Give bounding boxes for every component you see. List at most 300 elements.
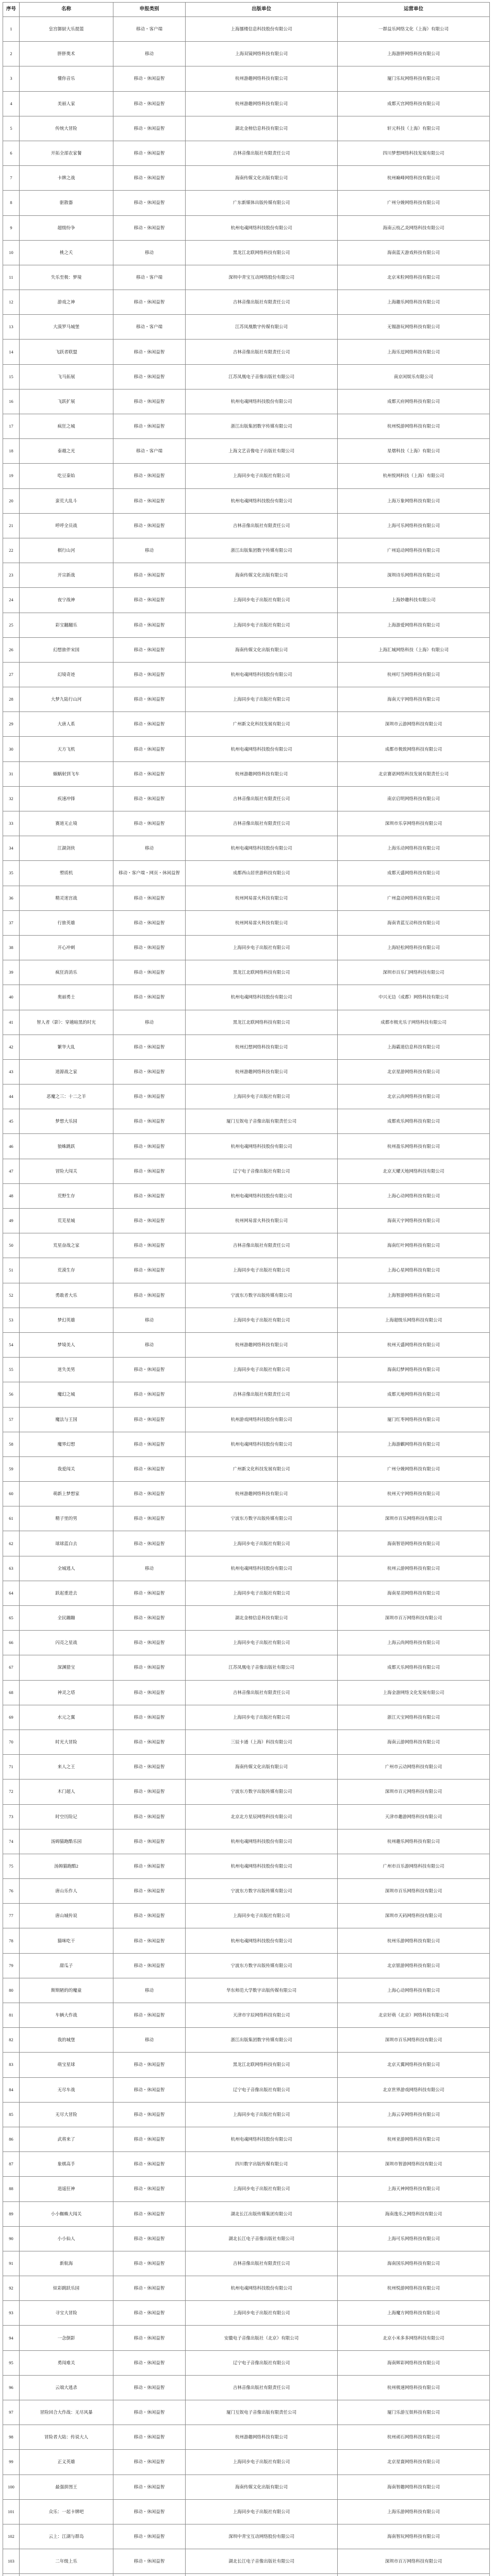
game-name: 木门超人 <box>20 1780 113 1804</box>
declaration-category: 移动・休闲益智 <box>113 513 186 538</box>
declaration-category: 移动・休闲益智 <box>113 1134 186 1159</box>
table-row <box>3 2226 490 2251</box>
publisher: 杭州幻想网络科技有限公司 <box>186 1035 338 1059</box>
table-row <box>3 811 490 836</box>
publisher: 上海同步电子出版社有限公司 <box>186 2301 338 2326</box>
publisher: 杭州游趣网络科技有限公司 <box>186 2425 338 2450</box>
game-name: 梦境美人 <box>20 1332 113 1357</box>
row-index: 79 <box>3 1953 20 1978</box>
declaration-category: 移动・休闲益智 <box>113 1209 186 1233</box>
game-name: 迷失美男 <box>20 1358 113 1382</box>
row-index: 36 <box>3 886 20 910</box>
operator <box>338 2574 490 2576</box>
operator: 南京闲娱乐有限公司 <box>338 364 490 389</box>
row-index: 29 <box>3 712 20 737</box>
game-name: 小小仙人 <box>20 2226 113 2251</box>
table-row <box>3 2425 490 2450</box>
operator: 深圳市百万网络科技有限公司 <box>338 1606 490 1631</box>
operator: 深圳市百乐网络科技有限公司 <box>338 1506 490 1531</box>
game-name: 闪亮之星战 <box>20 1631 113 1655</box>
operator: 上海金游网络文化发展有限公司 <box>338 1680 490 1705</box>
publisher: 上海同步电子出版社有限公司 <box>186 1084 338 1109</box>
row-index: 26 <box>3 637 20 662</box>
declaration-category: 移动・休闲益智 <box>113 2201 186 2226</box>
table-row <box>3 1780 490 1804</box>
game-name: 唐山城传说 <box>20 1904 113 1928</box>
operator: 上海云尚网络科技有限公司 <box>338 1631 490 1655</box>
game-name: 疾速冲锋 <box>20 786 113 811</box>
table-row <box>3 66 490 91</box>
table-row <box>3 439 490 464</box>
row-index: 39 <box>3 960 20 985</box>
game-name: 甜瓜子 <box>20 1953 113 1978</box>
publisher: 上海同步电子出版社有限公司 <box>186 1308 338 1332</box>
table-row <box>3 488 490 513</box>
publisher: 湖北长江出版传媒集团有限公司 <box>186 2201 338 2226</box>
operator: 上海乐动网络科技有限公司 <box>338 836 490 861</box>
row-index: 97 <box>3 2400 20 2425</box>
row-index: 80 <box>3 1978 20 2003</box>
declaration-category <box>113 2574 186 2576</box>
column-header-index: 序号 <box>3 3 20 17</box>
row-index: 45 <box>3 1109 20 1134</box>
operator: 上海超级乐网络科技有限公司 <box>338 1308 490 1332</box>
operator: 广州分娩网络科技有限公司 <box>338 191 490 215</box>
declaration-category: 移动・休闲益智 <box>113 116 186 141</box>
publisher: 厦门互娱电子音像出版有限责任公司 <box>186 2400 338 2425</box>
table-row <box>3 1506 490 1531</box>
game-name: 无尽车战 <box>20 2077 113 2102</box>
declaration-category: 移动・休闲益智 <box>113 1233 186 1258</box>
table-row <box>3 1382 490 1407</box>
table-row <box>3 1631 490 1655</box>
operator: 海南逸乐之网络科技有限公司 <box>338 2201 490 2226</box>
publisher: 三辰卡通（上海）科技有限公司 <box>186 1730 338 1754</box>
table-row <box>3 2152 490 2177</box>
publisher: 上海同步电子出版社有限公司 <box>186 2102 338 2127</box>
publisher: 杭州网易雷火科技有限公司 <box>186 886 338 910</box>
row-index: 72 <box>3 1780 20 1804</box>
game-name: 大梦九陆行山河 <box>20 687 113 712</box>
row-index: 52 <box>3 1283 20 1308</box>
game-name: 云上：江湖与群岛 <box>20 2524 113 2549</box>
publisher: 黑龙江北联网络科技有限公司 <box>186 960 338 985</box>
row-index: 70 <box>3 1730 20 1754</box>
declaration-category: 移动・休闲益智 <box>113 2375 186 2400</box>
declaration-category: 移动・休闲益智 <box>113 2499 186 2524</box>
operator: 杭州悦网科技（上海）有限公司 <box>338 464 490 488</box>
operator: 海南智语网络科技有限公司 <box>338 1531 490 1556</box>
publisher: 杭州游趣网络科技有限公司 <box>186 91 338 116</box>
declaration-category: 移动・休闲益智 <box>113 1035 186 1059</box>
table-row <box>3 2524 490 2549</box>
publisher: 华东师范大学数字出版传媒有限公司 <box>186 1978 338 2003</box>
approval-list-table <box>3 2 490 2576</box>
row-index: 38 <box>3 935 20 960</box>
table-row <box>3 2127 490 2151</box>
publisher: 吉林音像出版社有限责任公司 <box>186 2375 338 2400</box>
table-row <box>3 1308 490 1332</box>
row-index: 7 <box>3 166 20 191</box>
game-name: 勇敢者大乐 <box>20 1283 113 1308</box>
row-index: 96 <box>3 2375 20 2400</box>
row-index: 90 <box>3 2226 20 2251</box>
game-name: 猫咪吃干 <box>20 1928 113 1953</box>
row-index: 46 <box>3 1134 20 1159</box>
publisher: 海南传媒文化出版有限公司 <box>186 2475 338 2499</box>
declaration-category: 移动・休闲益智 <box>113 2152 186 2177</box>
operator: 上海汇城网络科技（上海）有限公司 <box>338 637 490 662</box>
game-name <box>20 2574 113 2576</box>
table-row <box>3 786 490 811</box>
publisher: 海南传媒文化出版有限公司 <box>186 563 338 588</box>
row-index: 22 <box>3 538 20 563</box>
game-name: 塑质机 <box>20 861 113 886</box>
table-row <box>3 1209 490 1233</box>
game-name: 桃之夭 <box>20 240 113 265</box>
game-name: 寻宝大冒险 <box>20 2301 113 2326</box>
table-row <box>3 2475 490 2499</box>
operator: 杭州叮当网络科技有限公司 <box>338 662 490 687</box>
publisher: 杭州网易雷火科技有限公司 <box>186 1209 338 1233</box>
publisher: 上海同步电子出版社有限公司 <box>186 1705 338 1730</box>
table-row <box>3 1680 490 1705</box>
operator: 杭州悦游网络科技有限公司 <box>338 2276 490 2301</box>
row-index: 74 <box>3 1829 20 1854</box>
publisher: 上海同步电子出版社有限公司 <box>186 1631 338 1655</box>
operator: 浙江天宝网络科技有限公司 <box>338 1705 490 1730</box>
game-name: 斯斯陋的的魔童 <box>20 1978 113 2003</box>
operator: 厦门红枣网络科技有限公司 <box>338 1407 490 1432</box>
operator: 北京世界游戏网络科技有限公司 <box>338 2077 490 2102</box>
game-name: 荒星奋战之家 <box>20 1233 113 1258</box>
declaration-category: 移动 <box>113 2028 186 2053</box>
game-name: 荒漠生存 <box>20 1258 113 1283</box>
declaration-category: 移动・休闲益智 <box>113 290 186 315</box>
declaration-category: 移动・休闲益智 <box>113 1680 186 1705</box>
row-index: 57 <box>3 1407 20 1432</box>
publisher: 上海文艺音像电子出版社有限公司 <box>186 439 338 464</box>
row-index: 54 <box>3 1332 20 1357</box>
row-index: 69 <box>3 1705 20 1730</box>
row-index: 63 <box>3 1556 20 1581</box>
game-name: 冒险大闯关 <box>20 1159 113 1183</box>
publisher: 上海同步电子出版社有限公司 <box>186 1581 338 1605</box>
operator: 上海智游网络科技有限公司 <box>338 1283 490 1308</box>
operator: 杭州云游网络科技有限公司 <box>338 1556 490 1581</box>
publisher: 安徽电子音像出版社（北京）有限公司 <box>186 2326 338 2350</box>
row-index: 2 <box>3 42 20 66</box>
row-index: 82 <box>3 2028 20 2053</box>
game-name: 众乐：一起卡牌吧 <box>20 2499 113 2524</box>
publisher: 杭州游戏网络科技股份有限公司 <box>186 1407 338 1432</box>
game-name: 冒险回合大作战：无尽风暴 <box>20 2400 113 2425</box>
table-row <box>3 513 490 538</box>
declaration-category: 移动・休闲益智 <box>113 2251 186 2276</box>
operator: 一群益乐网络文化（上海）有限公司 <box>338 17 490 42</box>
game-name: 萌宝星球 <box>20 2053 113 2077</box>
publisher: 黑龙江北联网络科技有限公司 <box>186 240 338 265</box>
publisher: 四川数字出版传媒有限公司 <box>186 2152 338 2177</box>
game-name: 繁华大乱 <box>20 1035 113 1059</box>
table-row <box>3 290 490 315</box>
declaration-category: 移动・休闲益智 <box>113 588 186 613</box>
declaration-category: 移动・休闲益智 <box>113 2350 186 2375</box>
row-index: 56 <box>3 1382 20 1407</box>
operator: 海南辉彩网络科技有限公司 <box>338 2350 490 2375</box>
operator: 上海霸道信息科技有限公司 <box>338 1035 490 1059</box>
operator: 星熠科技（上海）有限公司 <box>338 439 490 464</box>
game-name: 魔界幻想 <box>20 1432 113 1456</box>
declaration-category: 移动・休闲益智 <box>113 1655 186 1680</box>
game-name: 大唐人系 <box>20 712 113 737</box>
table-row <box>3 340 490 364</box>
row-index: 85 <box>3 2102 20 2127</box>
game-name: 魔法与王国 <box>20 1407 113 1432</box>
declaration-category: 移动・休闲益智 <box>113 2177 186 2201</box>
row-index: 27 <box>3 662 20 687</box>
table-row <box>3 1854 490 1878</box>
declaration-category: 移动・休闲益智 <box>113 2450 186 2475</box>
declaration-category: 移动・休闲益智 <box>113 191 186 215</box>
row-index: 43 <box>3 1059 20 1084</box>
operator: 北京天翼网络科技有限公司 <box>338 2053 490 2077</box>
declaration-category: 移动 <box>113 1308 186 1332</box>
table-row <box>3 1904 490 1928</box>
publisher: 黑龙江北联网络科技有限公司 <box>186 2053 338 2077</box>
operator: 上海轻松网络科技有限公司 <box>338 935 490 960</box>
publisher: 吉林音像出版社有限责任公司 <box>186 141 338 165</box>
operator: 厦门乐玩网络科技有限公司 <box>338 66 490 91</box>
game-name: 汤姆猫跑酷乐园 <box>20 1829 113 1854</box>
column-header-operator: 运营单位 <box>338 3 490 17</box>
table-row <box>3 1035 490 1059</box>
operator: 海南星羽网络科技有限公司 <box>338 1581 490 1605</box>
declaration-category: 移动・休闲益智 <box>113 2053 186 2077</box>
publisher: 杭州游趣网络科技有限公司 <box>186 761 338 786</box>
game-name: 精子里的男 <box>20 1506 113 1531</box>
game-name: 梦幻英雄 <box>20 1308 113 1332</box>
declaration-category: 移动・休闲益智 <box>113 2475 186 2499</box>
table-row <box>3 1258 490 1283</box>
publisher: 宁波东方数字出版传媒有限公司 <box>186 1283 338 1308</box>
publisher: 天津市宇辰网络科技有限公司 <box>186 2003 338 2028</box>
declaration-category: 移动・休闲益智 <box>113 1581 186 1605</box>
declaration-category: 移动・休闲益智 <box>113 1854 186 1878</box>
game-name: 卡牌之战 <box>20 166 113 191</box>
declaration-category: 移动・休闲益智 <box>113 1904 186 1928</box>
table-row <box>3 935 490 960</box>
table-row <box>3 1531 490 1556</box>
game-name: 逍遥狂神 <box>20 2177 113 2201</box>
table-row <box>3 2574 490 2576</box>
declaration-category: 移动・休闲益智 <box>113 1382 186 1407</box>
declaration-category: 移动・休闲益智 <box>113 464 186 488</box>
row-index: 8 <box>3 191 20 215</box>
row-index: 44 <box>3 1084 20 1109</box>
operator: 深圳市智游网络科技有限公司 <box>338 2152 490 2177</box>
table-row <box>3 1581 490 1605</box>
publisher: 吉林音像出版社有限责任公司 <box>186 340 338 364</box>
game-name: 天方飞机 <box>20 737 113 761</box>
row-index: 65 <box>3 1606 20 1631</box>
operator: 中兴无边（成都）网络科技有限公司 <box>338 985 490 1010</box>
game-name: 唐山乐作人 <box>20 1879 113 1904</box>
declaration-category: 移动・休闲益智 <box>113 91 186 116</box>
operator: 杭州巅峰网络科技有限公司 <box>338 166 490 191</box>
operator: 上海趣乐网络科技有限公司 <box>338 290 490 315</box>
operator: 上海心星网络科技有限公司 <box>338 1258 490 1283</box>
row-index: 102 <box>3 2524 20 2549</box>
publisher: 吉林音像出版社有限责任公司 <box>186 513 338 538</box>
operator: 深圳市云游网络科技有限公司 <box>338 712 490 737</box>
game-name: 恶魔之三：十二之羊 <box>20 1084 113 1109</box>
table-row <box>3 191 490 215</box>
table-row <box>3 364 490 389</box>
game-name: 象棋高手 <box>20 2152 113 2177</box>
operator: 杭州亚游网络科技有限公司 <box>338 2127 490 2151</box>
table-row <box>3 1159 490 1183</box>
operator: 杭州趣乐网络科技有限公司 <box>338 1829 490 1854</box>
operator: 广州盒动网络科技有限公司 <box>338 886 490 910</box>
publisher: 吉林音像出版社有限责任公司 <box>186 290 338 315</box>
operator: 杭州天盛网络科技有限公司 <box>338 1332 490 1357</box>
publisher: 深圳中青宝互动网络股份有限公司 <box>186 265 338 290</box>
row-index: 42 <box>3 1035 20 1059</box>
operator: 四川梦想网络科技发展有限公司 <box>338 141 490 165</box>
declaration-category: 移动・休闲益智 <box>113 2127 186 2151</box>
operator: 无锡游玩网络科技有限公司 <box>338 315 490 340</box>
table-row <box>3 886 490 910</box>
table-row <box>3 861 490 886</box>
declaration-category: 移动・休闲益智 <box>113 1482 186 1506</box>
game-name: 传统大冒险 <box>20 116 113 141</box>
publisher: 杭州电魂网络科技股份有限公司 <box>186 2127 338 2151</box>
game-name: 勇闯难关 <box>20 2350 113 2375</box>
table-row <box>3 1109 490 1134</box>
game-name: 梦想大乐园 <box>20 1109 113 1134</box>
declaration-category: 移动・休闲益智 <box>113 1456 186 1481</box>
game-name: 胖胖奥术 <box>20 42 113 66</box>
row-index: 83 <box>3 2053 20 2077</box>
row-index: 13 <box>3 315 20 340</box>
game-name: 我爱闯关 <box>20 1456 113 1481</box>
operator: 广州市云动网络科技有限公司 <box>338 1755 490 1780</box>
game-name: 正义英雄 <box>20 2450 113 2475</box>
declaration-category: 移动・休闲益智 <box>113 1829 186 1854</box>
row-index: 58 <box>3 1432 20 1456</box>
publisher: 杭州电魂网络科技股份有限公司 <box>186 2276 338 2301</box>
declaration-category: 移动・休闲益智 <box>113 786 186 811</box>
publisher: 吉林音像出版社有限责任公司 <box>186 786 338 811</box>
declaration-category: 移动・客户端 <box>113 265 186 290</box>
table-row <box>3 240 490 265</box>
row-index: 86 <box>3 2127 20 2151</box>
row-index: 25 <box>3 613 20 637</box>
table-row <box>3 2400 490 2425</box>
declaration-category: 移动・休闲益智 <box>113 2301 186 2326</box>
game-name: 云端大逃杀 <box>20 2375 113 2400</box>
declaration-category: 移动・休闲益智 <box>113 2003 186 2028</box>
operator: 杭州乐游网络科技有限公司 <box>338 1928 490 1953</box>
publisher: 广州新文化科技发展有限公司 <box>186 1456 338 1481</box>
game-name: 萌新上梦想家 <box>20 1482 113 1506</box>
operator: 上海可乐网络科技有限公司 <box>338 2226 490 2251</box>
column-header-publisher: 出版单位 <box>186 3 338 17</box>
column-header-name: 名称 <box>20 3 113 17</box>
declaration-category: 移动・休闲益智 <box>113 1407 186 1432</box>
table-row <box>3 761 490 786</box>
table-row <box>3 1059 490 1084</box>
game-name: 皇宫御厨大乐提篮 <box>20 17 113 42</box>
publisher <box>186 2574 338 2576</box>
operator: 轩元科技（上海）有限公司 <box>338 116 490 141</box>
publisher: 上海同步电子出版社有限公司 <box>186 1258 338 1283</box>
operator: 北京星寰网络科技有限公司 <box>338 2450 490 2475</box>
game-name: 蛮荒大乱斗 <box>20 488 113 513</box>
publisher: 上海同步电子出版社有限公司 <box>186 687 338 712</box>
operator: 杭州盈乐网络科技有限公司 <box>338 1134 490 1159</box>
table-row <box>3 1134 490 1159</box>
game-name: 开宗新战 <box>20 563 113 588</box>
publisher: 杭州游趣网络科技有限公司 <box>186 1332 338 1357</box>
row-index: 60 <box>3 1482 20 1506</box>
operator: 广州追动网络科技有限公司 <box>338 538 490 563</box>
operator: 海南蓝天游戏科技有限公司 <box>338 240 490 265</box>
game-name: 时光大冒险 <box>20 1730 113 1754</box>
declaration-category: 移动 <box>113 1332 186 1357</box>
row-index: 100 <box>3 2475 20 2499</box>
operator: 深圳市百乐网络科技有限公司 <box>338 2028 490 2053</box>
publisher: 杭州电魂网络科技股份有限公司 <box>186 1928 338 1953</box>
declaration-category: 移动・休闲益智 <box>113 1755 186 1780</box>
operator: 上海游麒网络科技有限公司 <box>338 1432 490 1456</box>
operator: 深圳市百元网络科技有限公司 <box>338 1780 490 1804</box>
publisher: 吉林音像出版社有限责任公司 <box>186 1233 338 1258</box>
publisher: 杭州电魂网络科技股份有限公司 <box>186 985 338 1010</box>
operator: 上海心动网络科技有限公司 <box>338 1183 490 1208</box>
table-row <box>3 985 490 1010</box>
declaration-category: 移动・休闲益智 <box>113 1804 186 1829</box>
row-index: 23 <box>3 563 20 588</box>
declaration-category: 移动・休闲益智 <box>113 960 186 985</box>
table-row <box>3 538 490 563</box>
declaration-category: 移动・休闲益智 <box>113 662 186 687</box>
publisher: 江苏凤凰电子音像出版社有限公司 <box>186 1655 338 1680</box>
game-name: 开拓全部农家餐 <box>20 141 113 165</box>
operator: 上海可乐网络科技有限公司 <box>338 513 490 538</box>
publisher: 上海同步电子出版社有限公司 <box>186 1358 338 1382</box>
operator: 北京好萌（北京）网络科技有限公司 <box>338 2003 490 2028</box>
publisher: 宁波东方数字出版传媒有限公司 <box>186 1953 338 1978</box>
game-name: 精灵迷宫战 <box>20 886 113 910</box>
table-row <box>3 1953 490 1978</box>
game-name: 来人之王 <box>20 1755 113 1780</box>
publisher: 上海同步电子出版社有限公司 <box>186 2499 338 2524</box>
row-index: 1 <box>3 17 20 42</box>
operator: 成都天府网络科技有限公司 <box>338 389 490 414</box>
publisher: 上海同步电子出版社有限公司 <box>186 935 338 960</box>
row-index: 64 <box>3 1581 20 1605</box>
declaration-category: 移动・休闲益智 <box>113 1730 186 1754</box>
declaration-category: 移动・休闲益智 <box>113 364 186 389</box>
table-row <box>3 2499 490 2524</box>
operator: 杭州顽石网络科技有限公司 <box>338 2425 490 2450</box>
declaration-category: 移动・休闲益智 <box>113 1283 186 1308</box>
declaration-category: 移动・休闲益智 <box>113 1705 186 1730</box>
publisher: 宁波东方数字出版传媒有限公司 <box>186 1780 338 1804</box>
publisher: 上海蜃楼信息科技股份有限公司 <box>186 17 338 42</box>
